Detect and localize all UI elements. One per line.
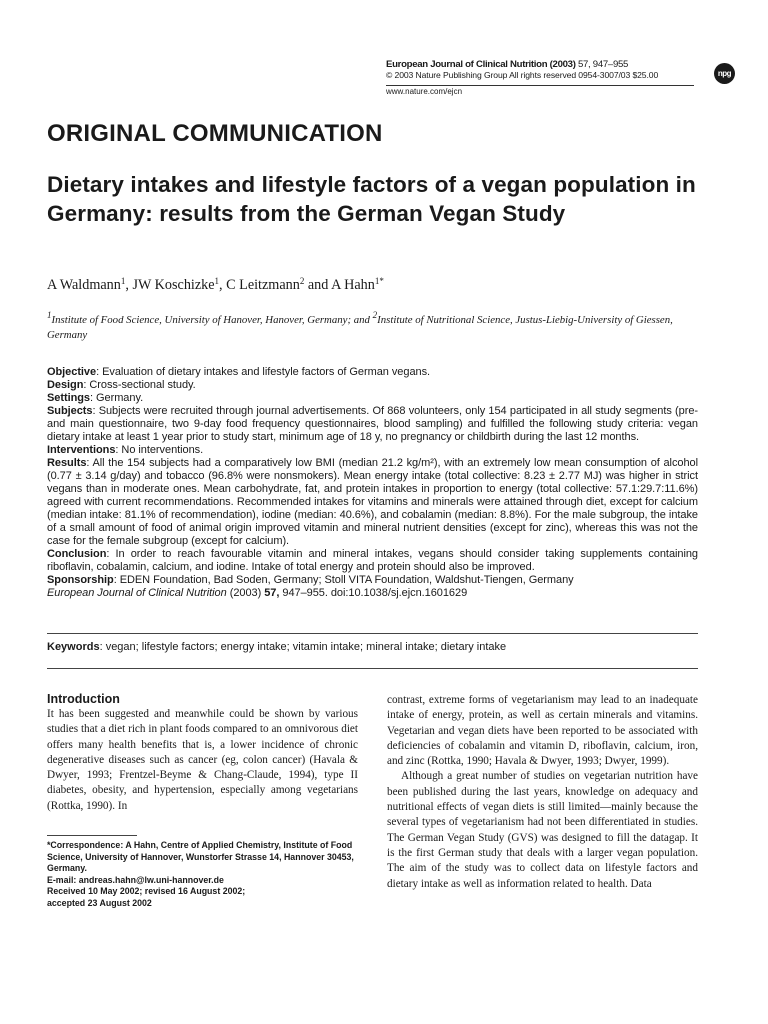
author-sup: 1	[120, 276, 126, 286]
author-sep: ,	[125, 277, 133, 293]
abstract-text: : No interventions.	[115, 444, 204, 456]
keywords	[47, 641, 698, 654]
abstract-text: : Cross-sectional study.	[83, 379, 196, 391]
journal-header	[386, 59, 686, 81]
article-title: Dietary intakes and lifestyle factors of a vegan population in Germany: results from the German Vegan Study	[47, 172, 696, 226]
abstract-text: : Germany.	[90, 392, 144, 404]
intro-paragraph-continued: contrast, extreme forms of vegetarianism may lead to an inadequate intake of energy, protein, as well as certain minerals and vitamins. Vegetarian and vegan diets have been reported to be associated with deficiencies of cobalamin and vitamin D, riboflavin, calcium, iron, and zinc (Rottka, 1990; Havala & Dwyer, 1993; Dwyer, 1999).	[387, 694, 698, 768]
author-name: A Waldmann	[47, 277, 121, 293]
abstract-label: Conclusion	[47, 548, 107, 560]
correspondence-footnote	[47, 840, 367, 910]
correspondence: *Correspondence: A Hahn, Centre of Applied Chemistry, Institute of Food Science, University of Hannover, Wunstorfer Strasse 14, Hannover 30453, Germany.	[47, 840, 354, 874]
keywords-text: : vegan; lifestyle factors; energy intake; vitamin intake; mineral intake; dietary intake	[99, 641, 507, 653]
introduction-heading: Introduction	[47, 692, 120, 706]
intro-paragraph: It has been suggested and meanwhile could be shown by various studies that a diet rich in plant foods compared to an omnivorous diet offers many health benefits that is, a lower incidence of chronic degenerative diseases such as cancer (eg, colon cancer) (Havala & Dwyer, 1993; Frentzel-Beyme & Chang-Claude, 1994), type II diabetes, obesity, and hypertension, especially among vegetarians (Rottka, 1990). In	[47, 708, 358, 812]
affil-sup: 1	[47, 310, 52, 320]
abstract-label: Objective	[47, 366, 97, 378]
author-name: JW Koschizke	[132, 277, 215, 293]
footnote-rule	[47, 835, 137, 836]
copyright-line: © 2003 Nature Publishing Group All rights reserved 0954-3007/03 $25.00	[386, 70, 659, 80]
left-column	[47, 707, 358, 814]
affil-sup: 2	[372, 310, 378, 320]
journal-url: www.nature.com/ejcn	[386, 87, 463, 96]
abstract-label: Settings	[47, 392, 90, 404]
author-sup: 1*	[374, 276, 384, 286]
abstract-conclusion	[47, 548, 698, 574]
citation-year: (2003)	[226, 587, 265, 599]
abstract-sponsorship	[47, 574, 698, 587]
abstract-label: Design	[47, 379, 84, 391]
abstract	[47, 366, 698, 600]
abstract-text: : Subjects were recruited through journal advertisements. Of 868 volunteers, only 154 participated in all study segments (pre- and main questionnaire, two 9-day food frequency questionnaires, blood sampling) and fulfilled the following study criteria: vegan dietary intake at least 1 year prior to study start, minimum age of 18 y, no pregnancy or childbirth during the last 12 months.	[47, 405, 698, 443]
abstract-objective	[47, 366, 698, 379]
right-column	[387, 693, 698, 892]
abstract-settings	[47, 392, 698, 405]
journal-name: European Journal of Clinical Nutrition (2003)	[386, 59, 576, 70]
author-sep: ,	[219, 277, 227, 293]
abstract-text: : In order to reach favourable vitamin and mineral intakes, vegans should consider taking supplements containing riboflavin, cobalamin, calcium, and iodine. Intake of total energy and protein should also be improved.	[47, 548, 698, 573]
author-list	[47, 277, 384, 294]
journal-citation-line	[386, 59, 686, 70]
accepted-date: accepted 23 August 2002	[47, 897, 152, 908]
keywords-top-rule	[47, 633, 698, 634]
citation-volume: 57,	[264, 587, 280, 599]
article-type: ORIGINAL COMMUNICATION	[47, 120, 383, 147]
abstract-design	[47, 379, 698, 392]
abstract-subjects	[47, 405, 698, 444]
citation-rest: 947–955. doi:10.1038/sj.ejcn.1601629	[279, 587, 468, 599]
abstract-label: Results	[47, 457, 87, 469]
author-name: A Hahn	[331, 277, 375, 293]
abstract-results	[47, 457, 698, 548]
keywords-bottom-rule	[47, 668, 698, 669]
received-date: Received 10 May 2002; revised 16 August 2002;	[47, 886, 246, 897]
header-divider	[386, 85, 694, 86]
abstract-text: : EDEN Foundation, Bad Soden, Germany; Stoll VITA Foundation, Waldshut-Tiengen, Germany	[113, 574, 574, 586]
npg-logo: npg	[714, 63, 735, 84]
affil-text: Institute of Food Science, University of Hanover, Hanover, Germany; and	[51, 314, 373, 326]
abstract-interventions	[47, 444, 698, 457]
citation-line	[47, 587, 698, 600]
journal-volume: 57,	[577, 59, 591, 70]
author-sep: and	[304, 277, 332, 293]
citation-journal: European Journal of Clinical Nutrition	[47, 587, 227, 599]
abstract-label: Subjects	[47, 405, 93, 417]
affil-text: Institute of Nutritional Science, Justus-Liebig-University of Giessen, Germany	[47, 314, 673, 341]
abstract-text: : All the 154 subjects had a comparatively low BMI (median 21.2 kg/m²), with an extremely low mean consumption of alcohol (0.77 ± 3.14 g/day) and tobacco (96.8% were nonsmokers). Mean energy intake (total collective: 8.23 ± 2.77 MJ) was higher in strict vegans than in moderate ones. Mean carbohydrate, fat, and protein intakes in proportion to energy (total collective: 57.1:29.7:11.6%) agreed with current recommendations. Recommended intakes for vitamins and minerals were attained through diet, except for calcium (median intake: 81.1% of recommendation), iodine (median: 40.6%), and cobalamin (median: 8.8%). For the male subgroup, the intake of a small amount of food of animal origin improved vitamin and mineral nutrient densities (except for zinc), whereas this was not the case for the female subgroup (except for calcium).	[47, 457, 698, 547]
journal-pages: 947–955	[592, 59, 629, 70]
abstract-label: Interventions	[47, 444, 116, 456]
abstract-label: Sponsorship	[47, 574, 114, 586]
author-sup: 2	[299, 276, 305, 286]
author-sup: 1	[214, 276, 220, 286]
intro-paragraph: Although a great number of studies on vegetarian nutrition have been published during the last years, knowledge on adequacy and nutritional effects of vegan diets is still limited—mainly because the several types of vegetarianism had not been differentiated in studies. The German Vegan Study (GVS) was designed to fill the datagap. It is the first German study that deals with a larger vegan population. The aim of the study was to collect data on lifestyle factors and dietary intake as well as information related to health. Data	[387, 770, 698, 890]
affiliations	[47, 310, 707, 342]
abstract-text: : Evaluation of dietary intakes and lifestyle factors of German vegans.	[96, 366, 431, 378]
email: E-mail: andreas.hahn@lw.uni-hannover.de	[47, 874, 224, 885]
keywords-label: Keywords	[47, 641, 100, 653]
author-name: C Leitzmann	[226, 277, 300, 293]
